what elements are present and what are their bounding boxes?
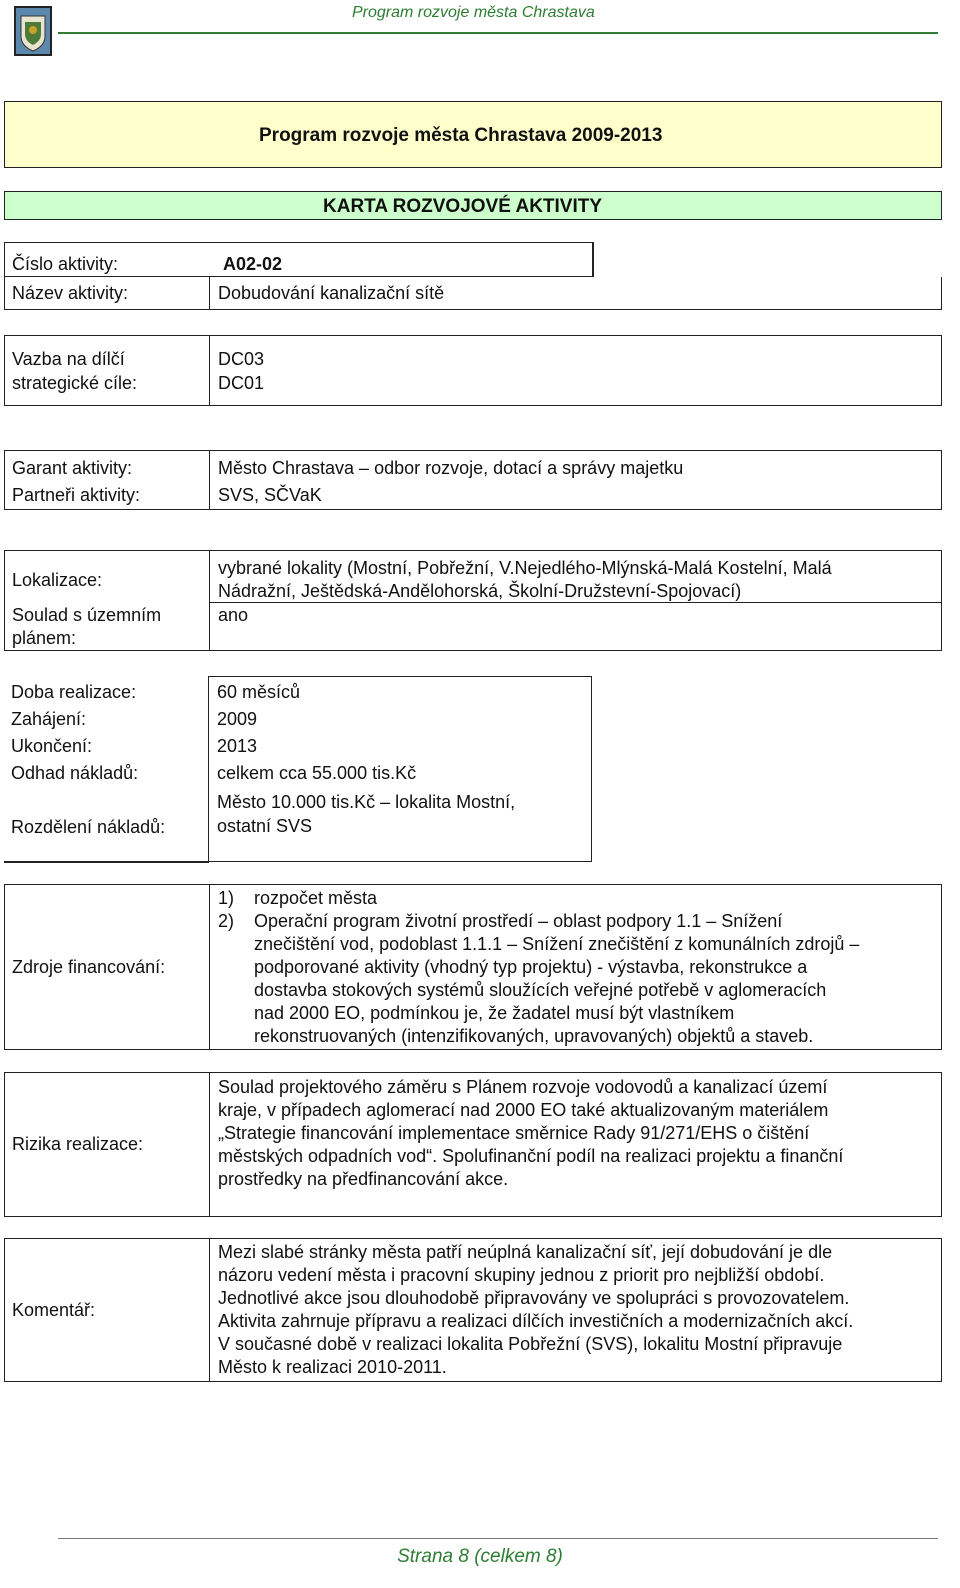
page-number: Strana 8 (celkem 8) [397,1546,563,1567]
funding-item: 1) rozpočet města [218,888,378,908]
footer-divider [58,1538,938,1539]
cost-label: Odhad nákladů: [11,763,139,783]
split-value-line2: ostatní SVS [217,816,313,836]
plan-label-line1: Soulad s územním [12,605,162,625]
funding-section [4,884,942,1050]
goals-label-line2: strategické cíle: [12,373,138,393]
goals-section [4,335,942,406]
end-value: 2013 [217,736,258,756]
activity-number-label: Číslo aktivity: [12,254,119,274]
program-title-box [4,101,942,168]
risks-section [4,1072,942,1217]
risks-text-line: prostředky na předfinancování akce. [218,1169,509,1189]
activity-name-label: Název aktivity: [12,283,129,303]
goal-value: DC01 [218,373,265,393]
risks-text-line: kraje, v případech aglomerací nad 2000 EO také aktualizovaným materiálem [218,1100,829,1120]
duration-label: Doba realizace: [11,682,137,702]
activity-number-value: A02-02 [223,254,283,274]
comment-text-line: Aktivita zahrnuje přípravu a realizaci dílčích investičních a modernizačních akcí. [218,1311,854,1331]
city-coat-of-arms-logo [14,6,52,56]
funding-item: 2) Operační program životní prostředí – oblast podpory 1.1 – Snížení znečištění vod, podoblast 1.1.1 – Snížení znečištění z komunálních zdrojů – podporované aktivity (vhodný typ projektu) - výstavba, rekonstrukce a dostavba stokových systémů sloužících veřejné potřebě v aglomeracích nad 2000 EO, podmínkou je, že žadatel musí být vlastníkem rekonstruovaných (intenzifikovaných, upravovaných) objektů a staveb. [218,910,938,1048]
plan-value: ano [218,605,249,625]
location-section [4,550,942,651]
start-value: 2009 [217,709,258,729]
cost-value: celkem cca 55.000 tis.Kč [217,763,417,783]
start-label: Zahájení: [11,709,87,729]
split-value-line1: Město 10.000 tis.Kč – lokalita Mostní, [217,792,516,812]
funding-item-text: znečištění vod, podoblast 1.1.1 – Snížení znečištění z komunálních zdrojů – [254,934,860,954]
timing-section [4,676,592,862]
location-value-line1: vybrané lokality (Mostní, Pobřežní, V.Nejedlého-Mlýnská-Malá Kostelní, Malá [218,558,832,578]
risks-text-line: městských odpadních vod“. Spolufinanční podíl na realizaci projektu a finanční [218,1146,844,1166]
split-label: Rozdělení nákladů: [11,817,166,837]
header-title: Program rozvoje města Chrastava [352,4,595,21]
comment-text-line: názoru vedení města i pracovní skupiny jednou z priorit pro nejbližší období. [218,1265,825,1285]
comment-text-line: Město k realizaci 2010-2011. [218,1357,447,1377]
funding-item-text: nad 2000 EO, podmínkou je, že žadatel musí být vlastníkem [254,1003,735,1023]
header-divider [58,32,938,34]
comment-text-line: V současné době v realizaci lokalita Pobřežní (SVS), lokalitu Mostní připravuje [218,1334,843,1354]
comment-section [4,1238,942,1382]
location-label: Lokalizace: [12,570,103,590]
partners-label: Partneři aktivity: [12,485,141,505]
comment-text-line: Jednotlivé akce jsou dlouhodobě připravovány ve spolupráci s provozovatelem. [218,1288,850,1308]
program-title: Program rozvoje města Chrastava 2009-2013 [259,125,663,146]
risks-text-line: Soulad projektového záměru s Plánem rozvoje vodovodů a kanalizací území [218,1077,828,1097]
location-value-line2: Nádražní, Ještědská-Andělohorská, Školní-Družstevní-Spojovací) [218,581,742,601]
guarantor-section [4,450,942,510]
partners-value: SVS, SČVaK [218,485,322,505]
garant-label: Garant aktivity: [12,458,133,478]
goals-label-line1: Vazba na dílčí [12,349,125,369]
funding-list [218,887,938,1048]
garant-value: Město Chrastava – odbor rozvoje, dotací a správy majetku [218,458,684,478]
risks-label: Rizika realizace: [12,1134,144,1154]
funding-item-text: rozpočet města [254,888,378,908]
comment-label: Komentář: [12,1300,96,1320]
activity-name-value: Dobudování kanalizační sítě [218,283,445,303]
risks-text-line: „Strategie financování implementace směrnice Rady 91/271/EHS o čištění [218,1123,810,1143]
funding-item-text: Operační program životní prostředí – oblast podpory 1.1 – Snížení [254,911,783,931]
activity-section [4,242,942,310]
plan-label-line2: plánem: [12,628,77,648]
funding-item-text: podporované aktivity (vhodný typ projektu) - výstavba, rekonstrukce a [254,957,808,977]
comment-text-line: Mezi slabé stránky města patří neúplná kanalizační síť, její dobudování je dle [218,1242,833,1262]
goal-value: DC03 [218,349,265,369]
duration-value: 60 měsíců [217,682,301,702]
end-label: Ukončení: [11,736,93,756]
card-title: KARTA ROZVOJOVÉ AKTIVITY [323,196,603,217]
funding-item-text: rekonstruovaných (intenzifikovaných, upravovaných) objektů a staveb. [254,1026,814,1046]
card-title-box [4,191,942,220]
funding-item-text: dostavba stokových systémů sloužících veřejné potřebě v aglomeracích [254,980,827,1000]
funding-label: Zdroje financování: [12,957,166,977]
